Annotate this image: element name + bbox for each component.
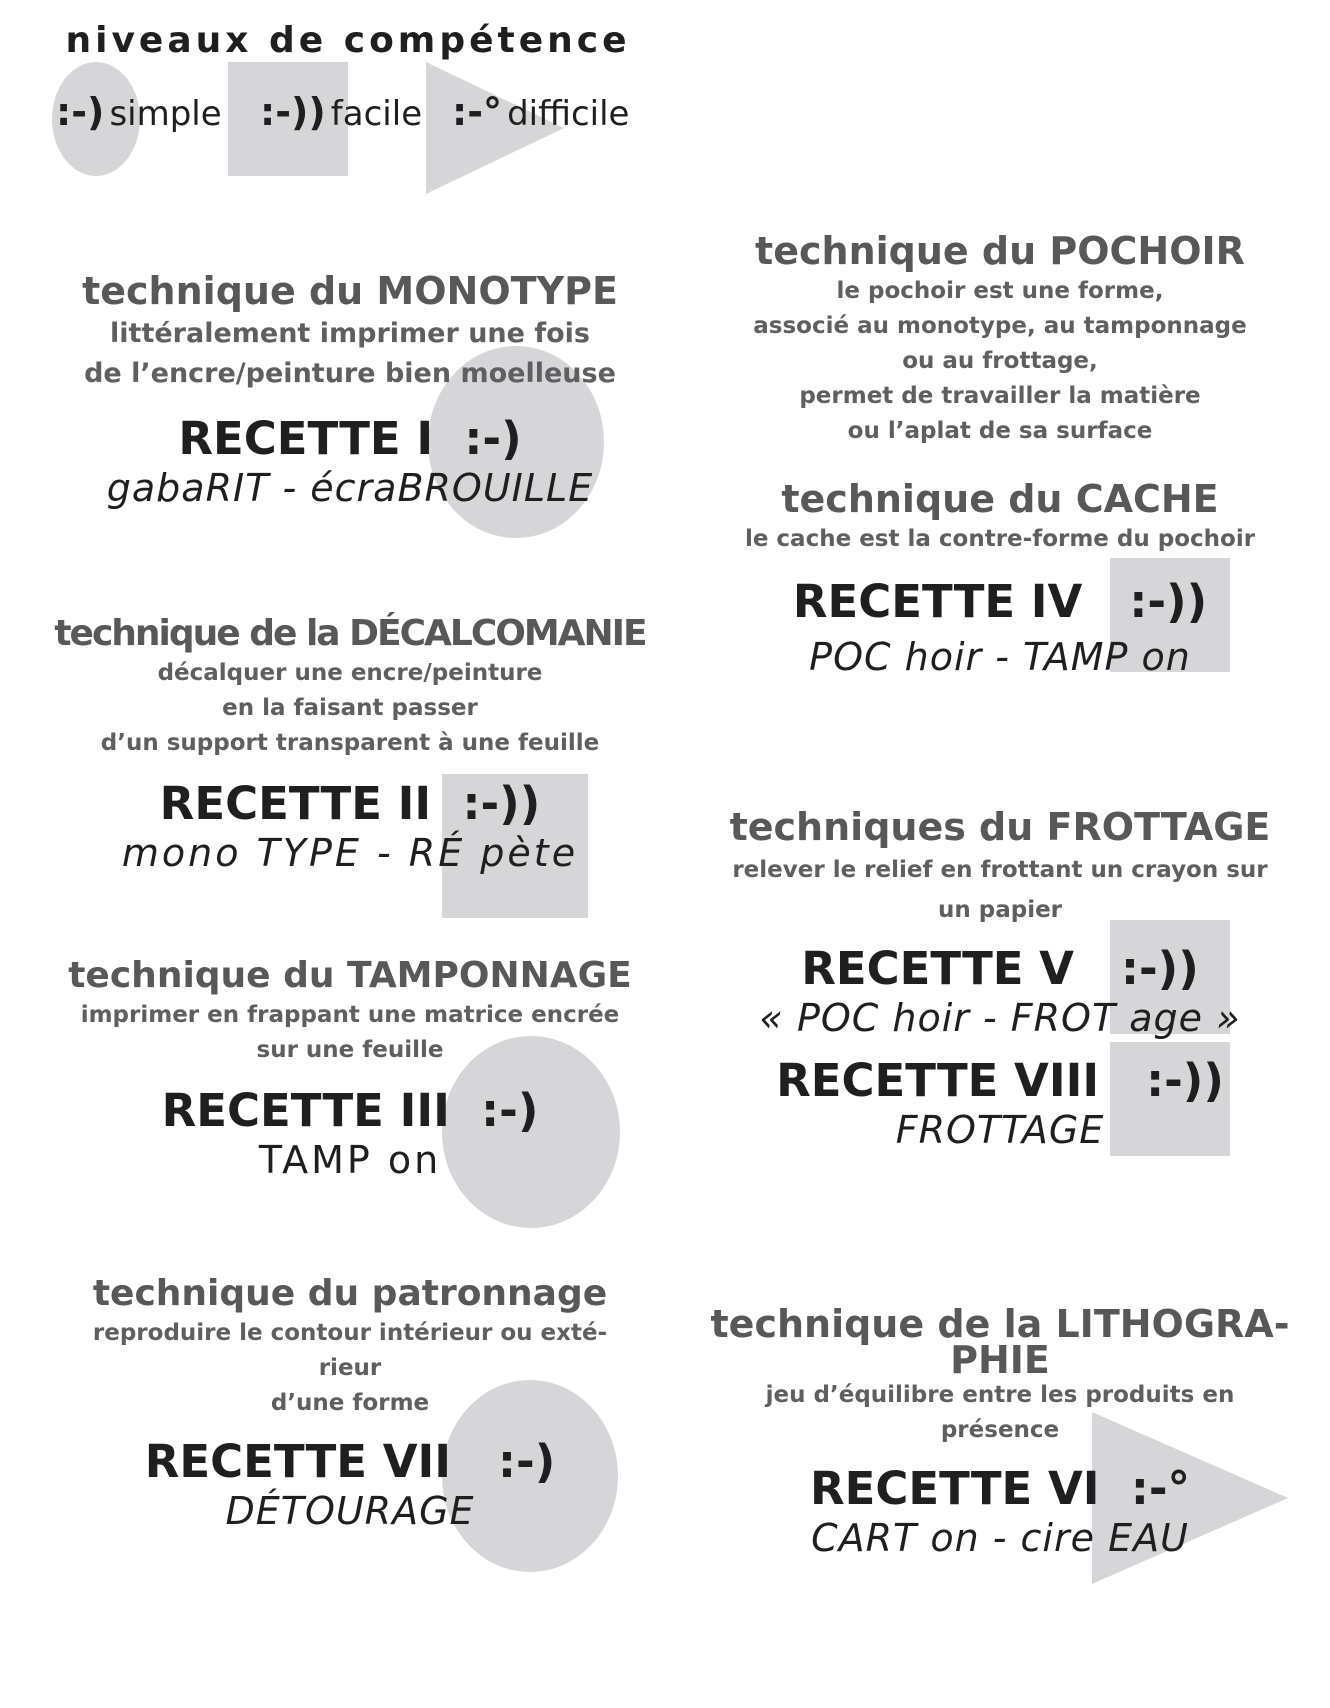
recipe-level-smiley: :-))	[1146, 1053, 1224, 1107]
section-line: associé au monotype, au tamponnage	[753, 313, 1247, 339]
section-line: d’un support transparent à une feuille	[100, 730, 600, 756]
legend-level-simple	[56, 90, 222, 134]
recipe-name: RECETTE VIII	[776, 1053, 1100, 1107]
section-line: décalquer une encre/peinture	[157, 660, 543, 686]
recipe-subtitle: gabaRIT - écraBROUILLE	[106, 466, 594, 510]
section-monotype	[30, 268, 670, 512]
legend-level-facile	[260, 90, 422, 134]
section-line: reproduire le contour intérieur ou exté-	[92, 1320, 608, 1346]
section-title: technique de la LITHOGRA-	[710, 1302, 1290, 1346]
recipe-name: RECETTE VII	[144, 1435, 452, 1488]
section-line: rieur	[318, 1355, 382, 1381]
legend-title: niveaux de compétence	[65, 20, 631, 61]
recipe-level-smiley: :-))	[1129, 575, 1208, 628]
section-line: ou l’aplat de sa surface	[847, 418, 1153, 444]
label-difficile: difficile	[507, 94, 630, 134]
recipe-level-smiley: :-))	[462, 777, 541, 830]
smiley-facile: :-))	[260, 90, 326, 134]
recipe-heading	[30, 1084, 670, 1138]
section-line: présence	[940, 1417, 1060, 1443]
section-line: le cache est la contre-forme du pochoir	[744, 526, 1256, 552]
recipe-name: RECETTE V	[801, 942, 1074, 995]
recipe-name: RECETTE I	[178, 412, 434, 465]
recipe-subtitle: « POC hoir - FROT age »	[759, 996, 1241, 1040]
recipe-level-smiley: :-)	[481, 1084, 539, 1137]
recipe-subtitle: CART on - cire EAU	[811, 1516, 1189, 1560]
recipe-subtitle-2: FROTTAGE	[895, 1107, 1105, 1152]
smiley-difficile: :-°	[452, 90, 502, 134]
label-simple: simple	[109, 94, 222, 134]
recipe-level-smiley: :-)	[498, 1435, 556, 1488]
section-title: technique du POCHOIR	[755, 229, 1245, 273]
section-line: sur une feuille	[256, 1037, 444, 1063]
recipe-heading	[30, 1435, 670, 1489]
smiley-simple: :-)	[56, 90, 105, 134]
section-line: permet de travailler la matière	[799, 383, 1201, 409]
recipe-subtitle: POC hoir - TAMP on	[809, 635, 1191, 679]
recipe-subtitle: TAMP on	[258, 1138, 442, 1182]
section-title: technique du CACHE	[781, 477, 1219, 521]
section-title: technique du TAMPONNAGE	[68, 955, 632, 996]
section-line: relever le relief en frottant un crayon sur	[732, 857, 1268, 883]
section-line: un papier	[937, 897, 1063, 923]
section-line: jeu d’équilibre entre les produits en	[765, 1382, 1235, 1408]
section-title-cont: PHIE	[950, 1338, 1050, 1382]
section-line: ou au frottage,	[902, 348, 1098, 374]
recipe-name: RECETTE III	[161, 1084, 450, 1137]
section-patronnage	[30, 1272, 670, 1535]
recipe-name: RECETTE IV	[792, 575, 1083, 628]
section-tamponnage	[30, 954, 670, 1184]
legend-level-difficile	[452, 90, 629, 134]
recipe-heading	[690, 942, 1310, 996]
section-title: technique du MONOTYPE	[82, 269, 618, 313]
recipe-level-smiley: :-)	[464, 412, 522, 465]
recipe-name: RECETTE II	[159, 777, 432, 830]
section-decalcomanie	[30, 612, 670, 877]
label-facile: facile	[330, 94, 423, 134]
recipe-level-smiley: :-°	[1130, 1462, 1191, 1515]
recipe-subtitle: DÉTOURAGE	[225, 1489, 475, 1533]
recipe-subtitle: mono TYPE - RÉ pète	[121, 831, 579, 875]
section-pochoir	[690, 228, 1310, 449]
recipe-level-smiley: :-))	[1121, 942, 1199, 995]
section-title: technique du patronnage	[92, 1273, 608, 1314]
recipe-name: RECETTE VI	[809, 1462, 1100, 1515]
recipe-heading	[690, 575, 1310, 629]
section-line: d’une forme	[270, 1390, 430, 1416]
section-frottage	[690, 804, 1310, 1153]
section-line: imprimer en frappant une matrice encrée	[80, 1002, 620, 1028]
recipe-heading	[30, 412, 670, 466]
section-line: de l’encre/peinture bien moelleuse	[84, 358, 616, 389]
section-line: le pochoir est une forme,	[836, 278, 1164, 304]
section-lithographie	[690, 1302, 1310, 1562]
recipe-heading	[690, 1462, 1310, 1516]
section-line: littéralement imprimer une fois	[110, 318, 590, 349]
recipe-heading	[30, 777, 670, 831]
section-cache	[690, 476, 1310, 681]
recipe-heading-2	[690, 1054, 1310, 1108]
section-title: technique de la DÉCALCOMANIE	[54, 613, 646, 654]
section-title: techniques du FROTTAGE	[729, 805, 1271, 849]
section-line: en la faisant passer	[222, 695, 478, 721]
